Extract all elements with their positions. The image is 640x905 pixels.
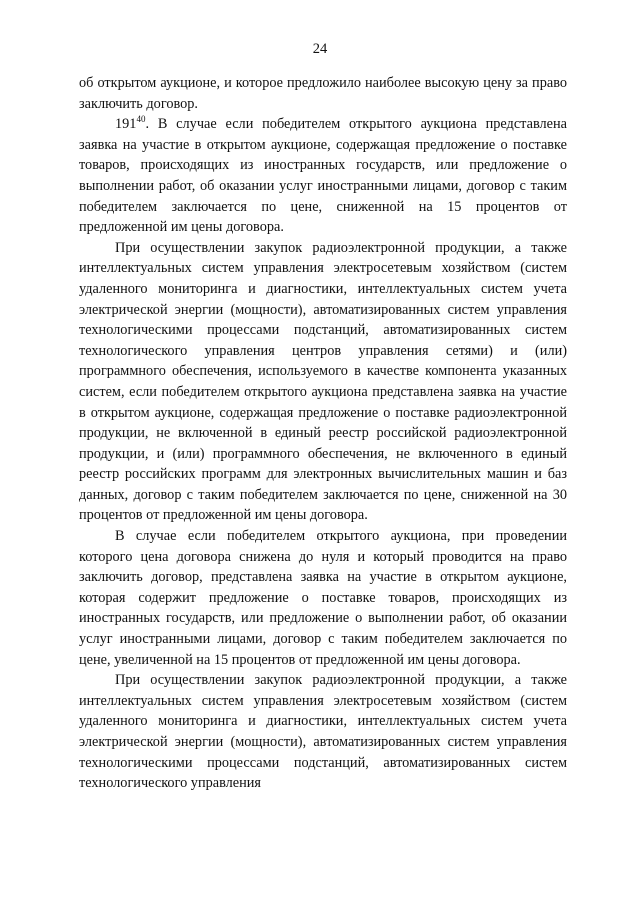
paragraph-text: В случае если победителем открытого аукциона, при проведении которого цена договора снижена до нуля и который проводится на право заключить договор, представлена заявка на участие в открытом аукционе, которая содержит предложение о поставке товаров, происходящих из иностранных государств, или предложение о выполнении работ, об оказании услуг иностранными лицами, договор с таким победителем заключается по цене, увеличенной на 15 процентов от предложенной им цены договора. (79, 528, 567, 668)
document-body (79, 73, 567, 794)
paragraph-radioelectronic-procurement (79, 238, 567, 526)
paragraph-clause-191-40 (79, 114, 567, 238)
clause-number (115, 116, 145, 132)
clause-number-superscript: 40 (136, 114, 146, 125)
paragraph-text: При осуществлении закупок радиоэлектронной продукции, а также интеллектуальных систем управления электросетевым хозяйством (систем удаленного мониторинга и диагностики, интеллектуальных систем учета электрической энергии (мощности), автоматизированных систем управления технологическими процессами подстанций, автоматизированных систем технологического управления (79, 672, 567, 792)
paragraph-text: . В случае если победителем открытого аукциона представлена заявка на участие в открытом аукционе, содержащая предложение о поставке товаров, происходящих из иностранных государств, или предложение о выполнении работ, об оказании услуг иностранными лицами, договор с таким победителем заключается по цене, сниженной на 15 процентов от предложенной им цены договора. (79, 116, 567, 236)
paragraph-text: об открытом аукционе, и которое предложило наиболее высокую цену за право заключить договор. (79, 75, 567, 112)
paragraph-text: При осуществлении закупок радиоэлектронной продукции, а также интеллектуальных систем управления электросетевым хозяйством (систем удаленного мониторинга и диагностики, интеллектуальных систем учета электрической энергии (мощности), автоматизированных систем управления технологическими процессами подстанций, автоматизированных систем технологического управления центров управления сетями) и (или) программного обеспечения, используемого в качестве компонента указанных систем, если победителем открытого аукциона представлена заявка на участие в открытом аукционе, содержащая предложение о поставке радиоэлектронной продукции, не включенной в единый реестр российской радиоэлектронной продукции, и (или) программного обеспечения, не включенного в единый реестр российских программ для электронных вычислительных машин и баз данных, договор с таким победителем заключается по цене, сниженной на 30 процентов от предложенной им цены договора. (79, 239, 567, 524)
paragraph-zero-price-auction (79, 526, 567, 670)
paragraph-continuation (79, 73, 567, 114)
clause-number-main: 191 (115, 116, 137, 133)
paragraph-radioelectronic-procurement-2 (79, 670, 567, 794)
page-number: 24 (312, 41, 328, 57)
